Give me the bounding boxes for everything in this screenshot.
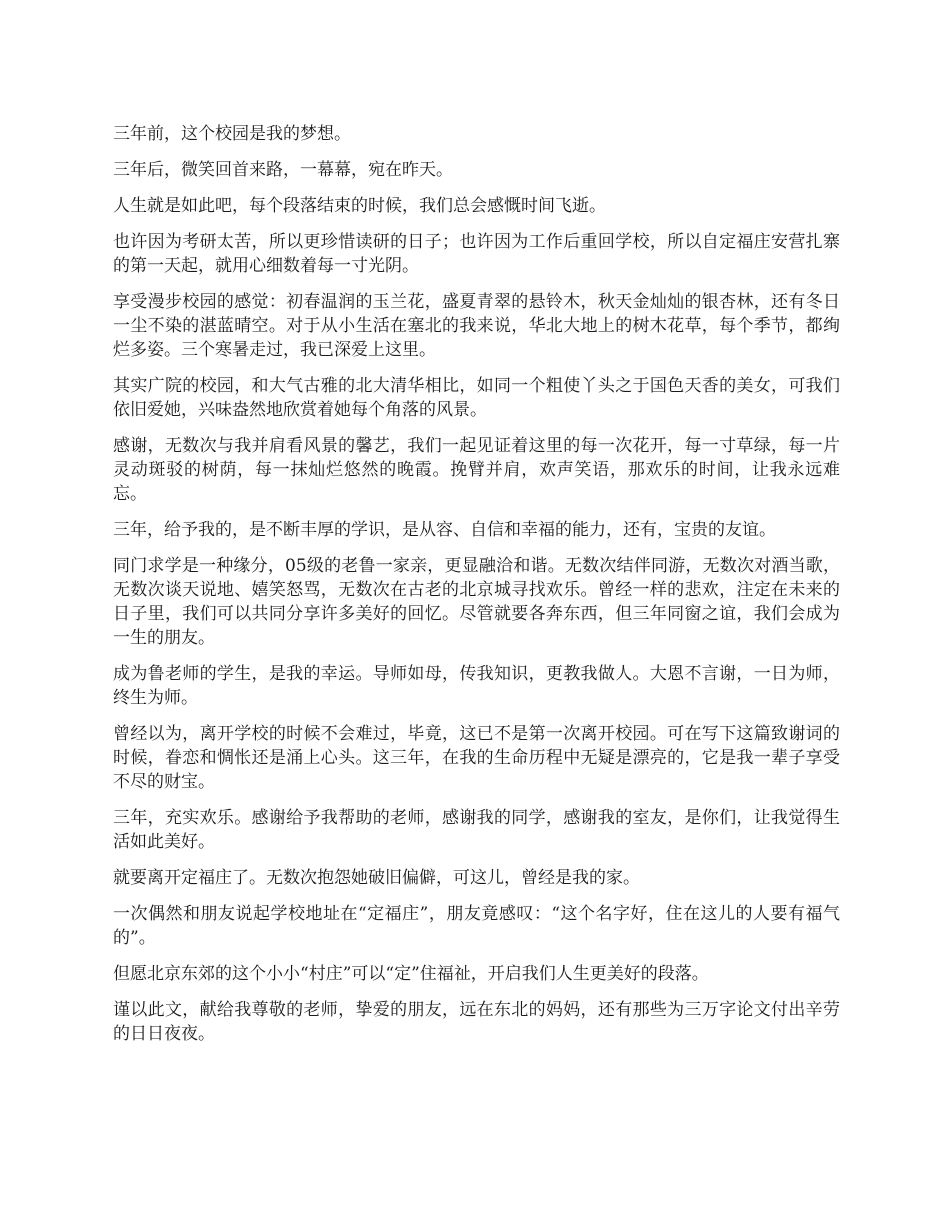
paragraph-15: 但愿北京东郊的这个小小“村庄”可以“定”住福祉，开启我们人生更美好的段落。: [113, 964, 709, 984]
paragraph-5: 享受漫步校园的感觉：初春温润的玉兰花，盛夏青翠的悬铃木，秋天金灿灿的银杏林，还有冬日一尘不染的湛蓝晴空。对于从小生活在塞北的我来说，华北大地上的树木花草，每个季节，都绚烂多姿。三个寒暑走过，我已深爱上这里。: [113, 292, 840, 360]
paragraph-2: 三年后，微笑回首来路，一幕幕，宛在昨天。: [113, 160, 453, 180]
document-body: [113, 122, 840, 1058]
paragraph-13: 就要离开定福庄了。无数次抱怨她破旧偏僻，可这儿，曾经是我的家。: [113, 868, 640, 888]
paragraph-6: 其实广院的校园，和大气古雅的北大清华相比，如同一个粗使丫头之于国色天香的美女，可我们依旧爱她，兴味盎然地欣赏着她每个角落的风景。: [113, 376, 840, 420]
paragraph-11: 曾经以为，离开学校的时候不会难过，毕竟，这已不是第一次离开校园。可在写下这篇致谢词的时候，眷恋和惆怅还是涌上心头。这三年，在我的生命历程中无疑是漂亮的，它是我一辈子享受不尽的财宝。: [113, 724, 840, 792]
paragraph-1: 三年前，这个校园是我的梦想。: [113, 124, 351, 144]
paragraph-8: 三年，给予我的，是不断丰厚的学识，是从容、自信和幸福的能力，还有，宝贵的友谊。: [113, 520, 776, 540]
paragraph-16: 谨以此文，献给我尊敬的老师，挚爱的朋友，远在东北的妈妈，还有那些为三万字论文付出辛劳的日日夜夜。: [113, 1000, 840, 1044]
paragraph-3: 人生就是如此吧，每个段落结束的时候，我们总会感慨时间飞逝。: [113, 196, 606, 216]
paragraph-12: 三年，充实欢乐。感谢给予我帮助的老师，感谢我的同学，感谢我的室友，是你们，让我觉得生活如此美好。: [113, 808, 840, 852]
paragraph-14: 一次偶然和朋友说起学校地址在“定福庄”，朋友竟感叹：“这个名字好，住在这儿的人要有福气的”。: [113, 904, 840, 948]
paragraph-4: 也许因为考研太苦，所以更珍惜读研的日子；也许因为工作后重回学校，所以自定福庄安营扎寨的第一天起，就用心细数着每一寸光阴。: [113, 232, 840, 276]
paragraph-9: 同门求学是一种缘分，05级的老鲁一家亲，更显融洽和谐。无数次结伴同游，无数次对酒当歌，无数次谈天说地、嬉笑怒骂，无数次在古老的北京城寻找欢乐。曾经一样的悲欢，注定在未来的日子里，我们可以共同分享许多美好的回忆。尽管就要各奔东西，但三年同窗之谊，我们会成为一生的朋友。: [113, 556, 840, 648]
paragraph-7: 感谢，无数次与我并肩看风景的馨艺，我们一起见证着这里的每一次花开，每一寸草绿，每一片灵动斑驳的树荫，每一抹灿烂悠然的晚霞。挽臂并肩，欢声笑语，那欢乐的时间，让我永远难忘。: [113, 436, 840, 504]
paragraph-10: 成为鲁老师的学生，是我的幸运。导师如母，传我知识，更教我做人。大恩不言谢，一日为师，终生为师。: [113, 664, 840, 708]
